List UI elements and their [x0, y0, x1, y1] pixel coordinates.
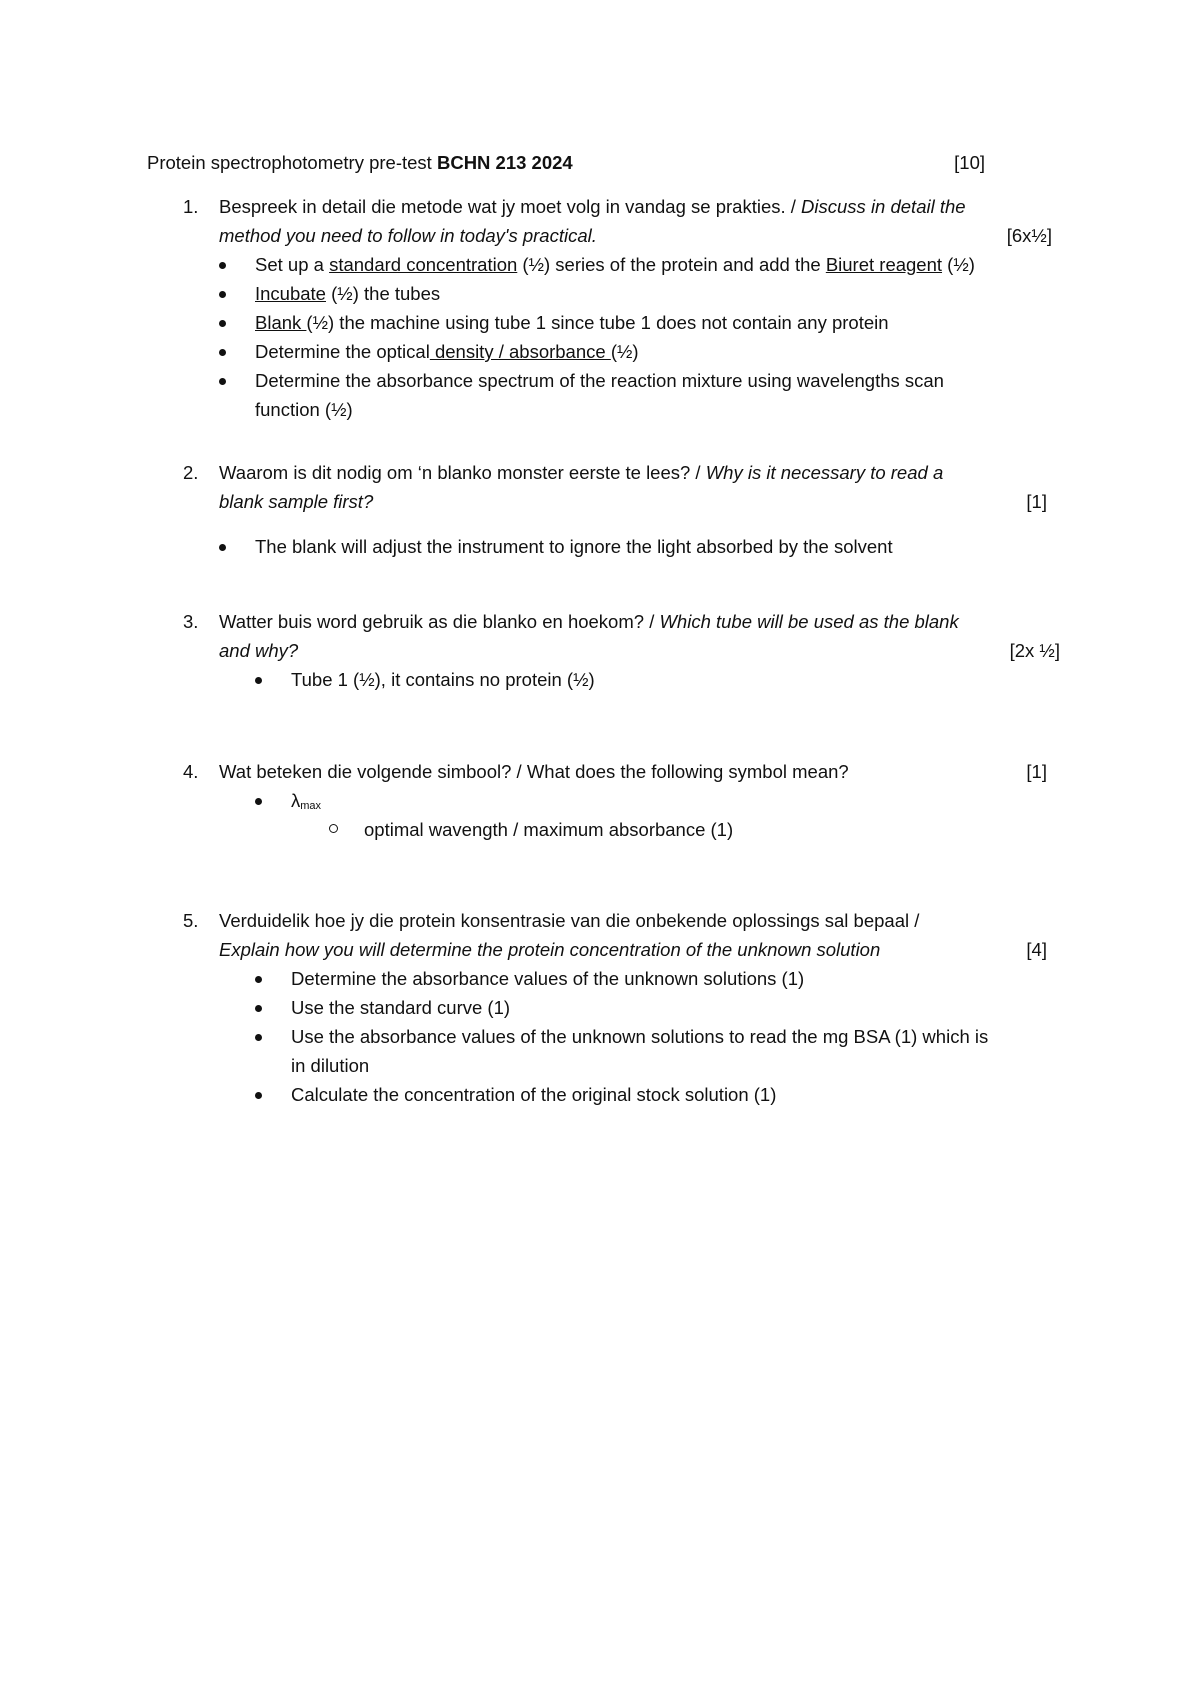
question-marks: [4] — [1026, 939, 1047, 960]
list-item: Use the standard curve (1) — [0, 993, 1200, 1022]
question-marks: [1] — [1026, 761, 1047, 782]
list-item-continuation: function (½) — [255, 399, 353, 420]
bullet-icon — [219, 291, 226, 298]
course-code: BCHN 213 2024 — [436, 152, 573, 173]
list-item — [0, 786, 1200, 815]
list-item: Determine the absorbance spectrum of the reaction mixture using wavelengths scan — [0, 366, 1200, 395]
bullet-icon — [255, 677, 262, 684]
lambda-max-symbol: λmax — [291, 790, 322, 812]
list-item: Tube 1 (½), it contains no protein (½) — [0, 665, 1200, 694]
bullet-icon — [255, 1092, 262, 1099]
question-text-english: blank sample first? — [219, 491, 374, 512]
list-item: Determine the absorbance values of the unknown solutions (1) — [0, 964, 1200, 993]
question-text-english: Explain how you will determine the protein concentration of the unknown solution — [219, 939, 881, 960]
question-marks: [6x½] — [1006, 225, 1052, 246]
bullet-icon — [219, 349, 226, 356]
question-5 — [0, 906, 1200, 1109]
list-item: Set up a standard concentration (½) series of the protein and add the Biuret reagent (½) — [0, 250, 1200, 279]
question-text: Watter buis word gebruik as die blanko en hoekom? / Which tube will be used as the blank — [219, 611, 959, 632]
list-item: Incubate (½) the tubes — [0, 279, 1200, 308]
question-number: 4. — [183, 761, 199, 782]
bullet-icon — [219, 378, 226, 385]
question-4 — [0, 757, 1200, 844]
test-title-row — [147, 148, 985, 178]
bullet-icon — [255, 976, 262, 983]
question-number: 2. — [183, 462, 199, 483]
sub-list-item: optimal wavength / maximum absorbance (1) — [0, 815, 1200, 844]
bullet-icon — [219, 320, 226, 327]
bullet-icon — [219, 544, 226, 551]
hollow-bullet-icon — [329, 824, 338, 833]
question-number: 3. — [183, 611, 199, 632]
total-marks: [10] — [954, 152, 985, 173]
list-item: Calculate the concentration of the original stock solution (1) — [0, 1080, 1200, 1109]
question-text-english: method you need to follow in today's practical. — [219, 225, 597, 246]
test-title: Protein spectrophotometry pre-test BCHN 213 2024 — [147, 152, 573, 173]
question-number: 5. — [183, 910, 199, 931]
bullet-icon — [219, 262, 226, 269]
bullet-icon — [255, 1034, 262, 1041]
list-item-continuation: in dilution — [291, 1055, 370, 1076]
question-2 — [0, 458, 1200, 561]
question-text: Bespreek in detail die metode wat jy moet volg in vandag se prakties. / Discuss in detail the — [219, 196, 966, 217]
question-text: Wat beteken die volgende simbool? / What does the following symbol mean? — [219, 761, 849, 782]
question-text-english: and why? — [219, 640, 299, 661]
question-marks: [2x ½] — [1009, 640, 1060, 661]
question-text: Verduidelik hoe jy die protein konsentrasie van die onbekende oplossings sal bepaal / — [219, 910, 920, 931]
bullet-icon — [255, 1005, 262, 1012]
bullet-icon — [255, 798, 262, 805]
list-item: The blank will adjust the instrument to ignore the light absorbed by the solvent — [0, 532, 1200, 561]
list-item: Blank (½) the machine using tube 1 since tube 1 does not contain any protein — [0, 308, 1200, 337]
question-marks: [1] — [1026, 491, 1047, 512]
question-text: Waarom is dit nodig om ‘n blanko monster eerste te lees? / Why is it necessary to read a — [219, 462, 944, 483]
list-item: Determine the optical density / absorbance (½) — [0, 337, 1200, 366]
question-1 — [0, 192, 1200, 424]
question-number: 1. — [183, 196, 199, 217]
list-item: Use the absorbance values of the unknown solutions to read the mg BSA (1) which is — [0, 1022, 1200, 1051]
question-3 — [0, 607, 1200, 694]
